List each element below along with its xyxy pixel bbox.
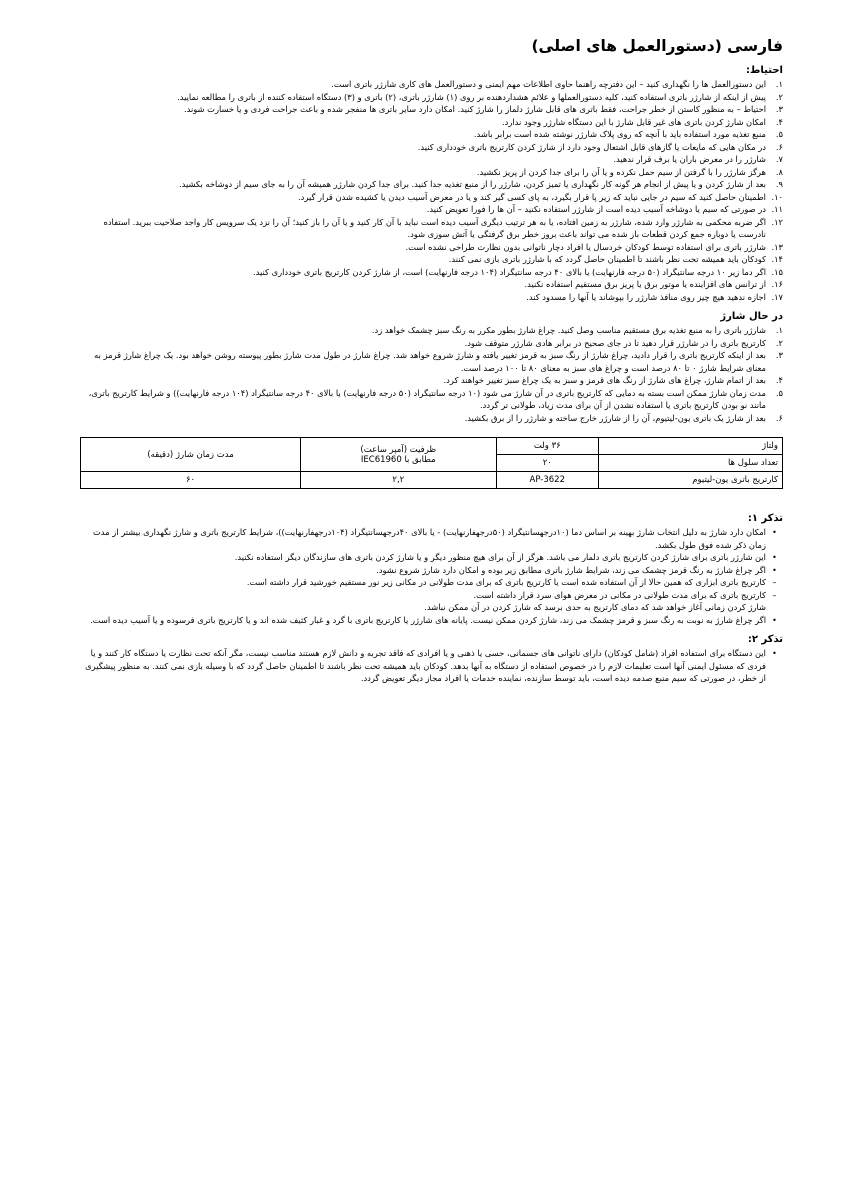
battery-model: AP-3622 <box>496 472 598 489</box>
list-item: ۶. در مکان هایی که مایعات یا گازهای قابل اشتعال وجود دارد از شارژ کردن کارتریج باتری خودداری کنید. <box>417 141 783 152</box>
note1-list <box>80 526 783 601</box>
list-item: ۴. امکان شارژ کردن باتری های غیر قابل شارژ با این دستگاه شارژر وجود ندارد. <box>502 116 783 127</box>
voltage-label: ولتاژ <box>599 438 783 455</box>
list-item: ۸. هرگز شارژر را با گرفتن از سیم حمل نکرده و یا آن را برای جدا کردن از پریز نکشید. <box>476 166 783 177</box>
capacity-header: ظرفیت (آمپر ساعت) مطابق با IEC61960 <box>301 438 496 472</box>
note2-heading: تذکر ۲: <box>747 634 783 645</box>
note1-plain-text: شارژ کردن زمانی آغاز خواهد شد که دمای کارتریج به حدی برسد که شارژ کردن در آن ممکن نباشد. <box>424 602 766 612</box>
list-item: ۶. بعد از شارژ یک باتری یون-لیتیوم، آن را از شارژر خارج ساخته و شارژر را از برق بکشید. <box>464 412 783 423</box>
list-item: ۱۷. اجازه ندهید هیچ چیز روی منافذ شارژر را بپوشاند یا آنها را مسدود کند. <box>526 291 783 302</box>
list-item: – کارتریج باتری که برای مدت طولانی در مکانی در معرض هوای سرد قرار داشته است. <box>473 589 777 600</box>
list-item: ۲. کارتریج باتری را در شارژر قرار دهید تا در جای صحیح در برابر هادی شارژر متوقف شود. <box>464 337 783 348</box>
list-item: • این دستگاه برای استفاده افراد (شامل کودکان) دارای ناتوانی های جسمانی، حسی یا ذهنی و یا افرادی که فاقد تجربه و دانش لازم هستند مناسب نیست، مگر آنکه تحت نظارت یا دستگاه کار کنند و یا فردی که مسئول ایمنی آنها است تعلیمات لازم را در خصوص استفاده از دستگاه به آنها بدهد. کودکان باید همیشه تحت نظر باشند تا اطمینان حاصل گردد که با وسیله بازی نمی کنند. به منظور پیشگیری از خطر، در صورتی که سیم منبع صدمه دیده است، باید توسط سازنده، نماینده خدمات یا افراد مجاز دیگر تعویض گردد. <box>85 648 777 683</box>
note2-list <box>80 647 783 685</box>
list-item: • این شارژر باتری برای شارژ کردن کارتریج باتری دلمار می باشد. هرگز از آن برای هیچ منظور دیگر و یا شارژ کردن باتری های سازندگان دیگر استفاده نکنید. <box>234 552 777 562</box>
charging-heading: در حال شارژ <box>720 311 783 322</box>
list-item: ۵. منبع تغذیه مورد استفاده باید با آنچه که روی پلاک شارژر نوشته شده است برابر باشد. <box>473 129 783 139</box>
list-item: ۱۴. کودکان باید همیشه تحت نظر باشند تا اطمینان حاصل گردد که با شارژر باتری بازی نمی کنند. <box>448 254 783 264</box>
page-title: فارسی (دستورالعمل های اصلی) <box>531 37 783 55</box>
list-item: ۱۳. شارژر باتری برای استفاده توسط کودکان خردسال یا افراد دچار ناتوانی بدون نظارت طراحی نشده است. <box>405 241 783 252</box>
document-page <box>80 36 783 692</box>
caution-list <box>80 78 783 303</box>
battery-type: کارتریج باتری یون-لیتیوم <box>599 472 783 489</box>
cells-value: ۲۰ <box>496 455 598 472</box>
list-item: ۳. احتیاط – به منظور کاستن از خطر جراحت، فقط باتری های قابل شارژ دلماز را شارژ کنید. امکان دارد سایر باتری ها منفجر شده و باعث جراحت فردی و یا خسارت شوند. <box>183 104 783 114</box>
list-item: ۷. شارژر را در معرض باران یا برف قرار ندهید. <box>613 154 783 164</box>
table-row <box>81 438 783 455</box>
list-item: ۱۲. اگر ضربه محکمی به شارژر وارد شده، شارژر به زمین افتاده، یا به هر ترتیب دیگری آسیب دیده است نباید با آن کار کنید و یا آن را باز کنید؛ آن را نزد یک سرویس کار واجد صلاحیت ببرید. استفاده نادرست یا دوباره جمع کردن قطعات باز شده می تواند باعث بروز خطر برق گرفتگی یا آتش سوزی شود. <box>103 216 783 239</box>
list-item: ۲. پیش از اینکه از شارژر باتری استفاده کنید، کلیه دستورالعملها و علائم هشداردهنده بر روی (۱) شارژر باتری، (۲) باتری و (۳) دستگاه استفاده کننده از باتری را مطالعه نمایید. <box>177 91 783 102</box>
list-item: ۳. بعد از اینکه کارتریج باتری را قرار دادید، چراغ شارژ از رنگ سبز به قرمز تغییر یافته و شارژ شروع خواهد شد. چراغ شارژ در طول مدت شارژ بطور پیوسته روشن خواهد بود. یک چراغ شارژ قرمز به معنای شرایط شارژ ۰ تا ۸۰ درصد است و چراغ های سبز به معنای ۸۰ تا ۱۰۰ درصد است. <box>94 350 783 373</box>
list-item: • امکان دارد شارژ به دلیل انتخاب شارژ بهینه بر اساس دما (۱۰درجهسانتیگراد (۵۰درجهفارنهایت) - یا بالای ۴۰درجهسانتیگراد (۱۰۴درجهفارنهایت))، شرایط کارتریج باتری و شارژ نگهداری بیشتر از مدت زمان ذکر شده فوق طول بکشد. <box>93 527 777 550</box>
list-item: ۹. بعد از شارژ کردن و یا پیش از انجام هر گونه کار نگهداری یا تمیز کردن، شارژر را از منبع تغذیه جدا کنید. برای جدا کردن شارژر همیشه آن را به جای سیم از دوشاخه بکشید. <box>178 179 783 189</box>
list-item: – کارتریج باتری ابزاری که همین حالا از آن استفاده شده است یا کارتریج باتری که برای مدت طولانی در مکانی زیر نور مستقیم خورشید قرار داشته است. <box>246 577 777 587</box>
list-item: ۱۰. اطمینان حاصل کنید که سیم در جایی نباید که زیر پا قرار بگیرد، به پای کسی گیر کند و یا در معرض آسیب دیدن یا کشیده شدن قرار گیرد. <box>298 191 783 202</box>
time-header: مدت زمان شارژ (دقیقه) <box>81 438 301 472</box>
charging-time: ۶۰ <box>81 472 301 489</box>
charging-list <box>80 324 783 424</box>
list-item: ۴. بعد از اتمام شارژ، چراغ های شارژ از رنگ های قرمز و سبز به یک چراغ سبز تغییر خواهند کرد. <box>443 375 783 385</box>
caution-heading: احتیاط: <box>746 65 783 76</box>
cells-label: تعداد سلول ها <box>599 455 783 472</box>
list-item: • اگر چراغ شارژ به رنگ قرمز چشمک می زند، شرایط شارژ باتری مطابق زیر بوده و امکان دارد شارژ شروع نشود. <box>376 564 777 575</box>
list-item: ۱. شارژر باتری را به منبع تغذیه برق مستقیم مناسب وصل کنید. چراغ شارژ بطور مکرر به رنگ سبز چشمک خواهد زد. <box>371 325 783 335</box>
table-row <box>81 472 783 489</box>
list-item: ۱۵. اگر دما زیر ۱۰ درجه سانتیگراد (۵۰ درجه فارنهایت) یا بالای ۴۰ درجه سانتیگراد (۱۰۴ درجه فارنهایت) است، از شارژ کردن کارتریج باتری خودداری کنید. <box>253 266 783 277</box>
list-item: ۵. مدت زمان شارژ ممکن است بسته به دمایی که کارتریج باتری در آن شارژ می شود (۱۰ درجه سانتیگراد (۵۰ درجه فارنهایت) یا بالای ۴۰ درجه سانتیگراد (۱۰۴ درجه فارنهایت)) و شرایط کارتریج باتری، مانند نو بودن کارتریج باتری یا استفاده نشدن از آن برای مدت زیاد، طولانی تر گردد. <box>88 387 783 410</box>
list-item: ۱۶. از ترانس های افزاینده یا موتور برق یا پریز برق مستقیم استفاده نکنید. <box>524 279 783 289</box>
list-item: ۱۱. در صورتی که سیم یا دوشاخه آسیب دیده است از شارژر استفاده نکنید – آن ها را فورا تعویض کنید. <box>426 204 783 214</box>
note1-last-list <box>80 614 783 627</box>
spec-table <box>80 437 783 489</box>
list-item: • اگر چراغ شارژ به نوبت به رنگ سبز و قرمز چشمک می زند، شارژ کردن ممکن نیست. پایانه های شارژر یا کارتریج باتری با گرد و غبار کثیف شده اند و یا کارتریج باتری فرسوده و یا آسیب دیده است. <box>90 614 777 625</box>
voltage-value: ۳۶ ولت <box>496 438 598 455</box>
list-item: ۱. این دستورالعمل ها را نگهداری کنید – این دفترچه راهنما حاوی اطلاعات مهم ایمنی و دستورالعمل های کاری شارژر باتری است. <box>331 79 783 89</box>
note1-heading: تذکر ۱: <box>747 513 783 524</box>
battery-capacity: ۲,۲ <box>301 472 496 489</box>
